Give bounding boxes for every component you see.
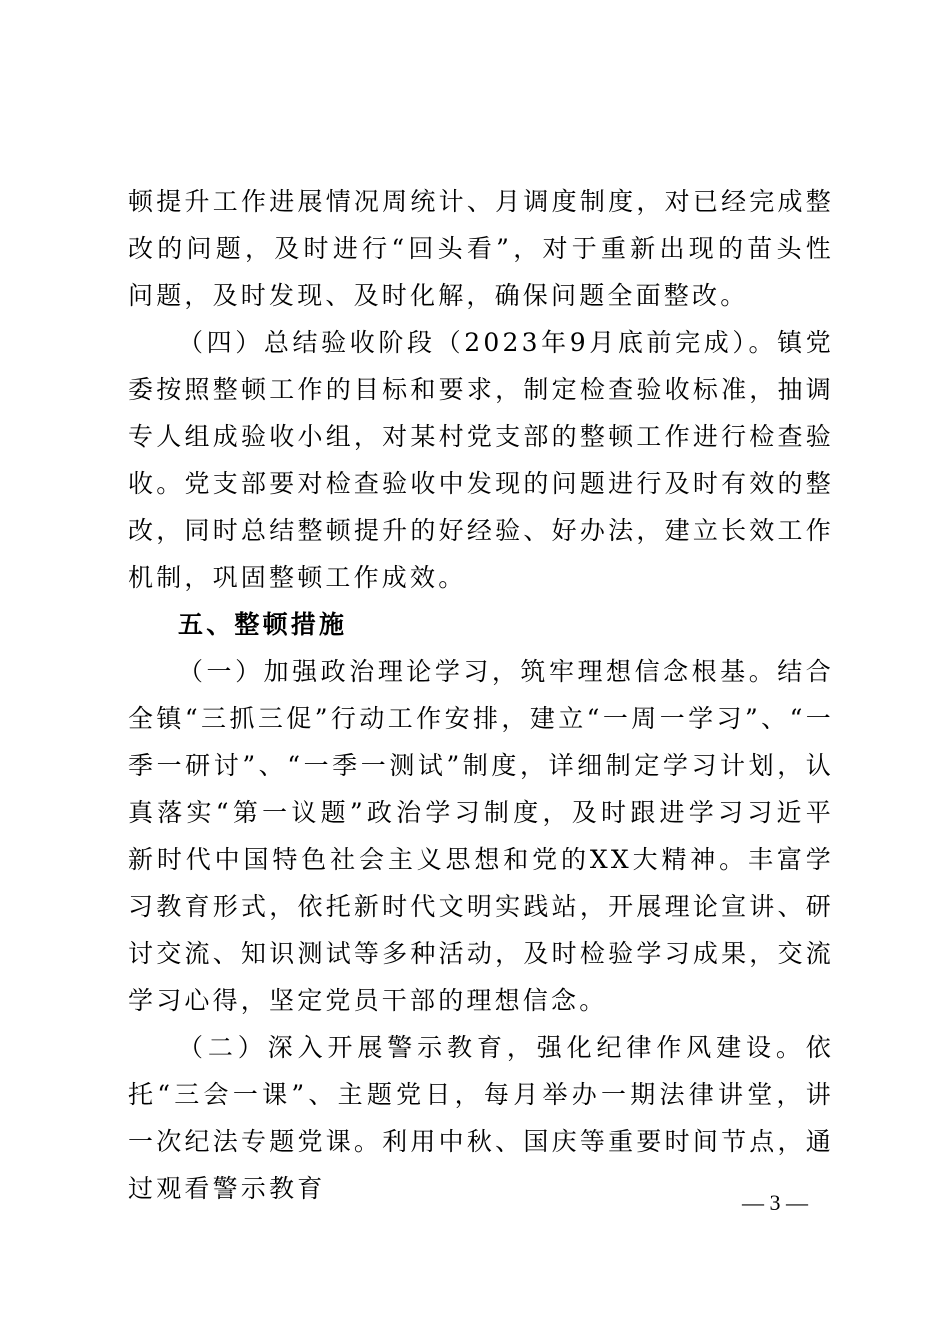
paragraph-continuation: 顿提升工作进展情况周统计、月调度制度，对已经完成整改的问题，及时进行“回头看”，对于重新出现的苗头性问题，及时发现、及时化解，确保问题全面整改。: [128, 187, 834, 310]
paragraph-measure-one: （一）加强政治理论学习，筑牢理想信念根基。结合全镇“三抓三促”行动工作安排，建立“一周一学习”、“一季一研讨”、“一季一测试”制度，详细制定学习计划，认真落实“第一议题”政治学习制度，及时跟进学习习近平新时代中国特色社会主义思想和党的XX大精神。丰富学习教育形式，依托新时代文明实践站，开展理论宣讲、研讨交流、知识测试等多种活动，及时检验学习成果，交流学习心得，坚定党员干部的理想信念。: [128, 657, 834, 1015]
paragraph-measure-two: （二）深入开展警示教育，强化纪律作风建设。依托“三会一课”、主题党日，每月举办一期法律讲堂，讲一次纪法专题党课。利用中秋、国庆等重要时间节点，通过观看警示教育: [128, 1033, 834, 1203]
document-body: [128, 178, 834, 1212]
paragraph-stage-four: （四）总结验收阶段（2023年9月底前完成）。镇党委按照整顿工作的目标和要求，制定检查验收标准，抽调专人组成验收小组，对某村党支部的整顿工作进行检查验收。党支部要对检查验收中发现的问题进行及时有效的整改，同时总结整顿提升的好经验、好办法，建立长效工作机制，巩固整顿工作成效。: [128, 328, 834, 592]
page-number: — 3 —: [742, 1190, 808, 1215]
section-title-measures: 五、整顿措施: [178, 610, 348, 639]
